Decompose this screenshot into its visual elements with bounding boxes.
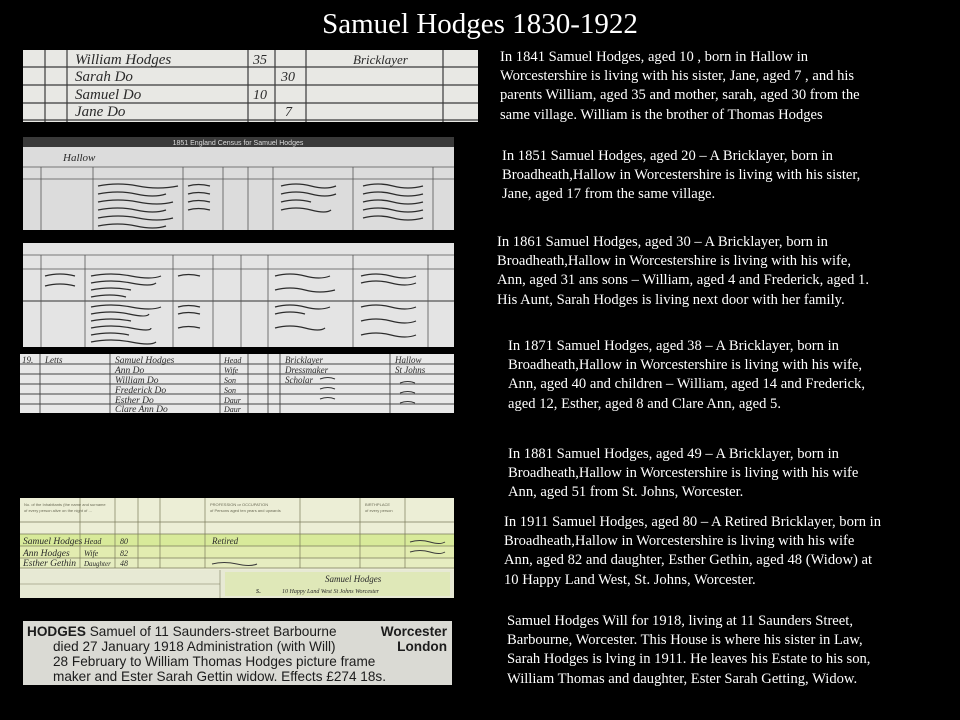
- census-1851-parish: Hallow: [63, 152, 96, 164]
- probate-line-3: 28 February to William Thomas Hodges picture frame: [53, 654, 376, 669]
- census-1911-rel-3: Daughter: [84, 560, 111, 568]
- census-1841-name-4: Jane Do: [75, 104, 126, 120]
- probate-entry: [23, 621, 452, 685]
- census-1911-rel-1: Head: [84, 537, 102, 546]
- census-1841-occ-1: Bricklayer: [353, 52, 408, 67]
- probate-line-2: died 27 January 1918 Administration (with Will): [53, 639, 336, 654]
- census-1911-address: 10 Happy Land West St Johns Worcester: [282, 589, 379, 595]
- census-1871-occ-1: Bricklayer: [285, 355, 323, 365]
- census-1871-row-1: Samuel Hodges: [115, 356, 175, 366]
- census-1871-row-5: Esther Do: [115, 396, 154, 406]
- svg-text:BIRTHPLACE: BIRTHPLACE: [365, 502, 391, 507]
- census-1871-row-3: William Do: [115, 376, 159, 386]
- paragraph-1871: In 1871 Samuel Hodges, aged 38 – A Bricklayer, born in Broadheath,Hallow in Worcestershire is living with his wife, Ann, aged 40 and children – William, aged 14 and Frederick, aged 12, Esther, aged 8 and Clare Ann, aged 5.: [508, 338, 865, 412]
- probate-surname: HODGES: [27, 624, 86, 639]
- census-1871-rel-1: Head: [224, 356, 242, 365]
- census-1871-occ-2: Dressmaker: [285, 365, 329, 375]
- census-1851-image: [23, 137, 454, 230]
- census-1871-rel-2: Wife: [224, 366, 239, 375]
- census-1911-occ-1: Retired: [212, 536, 239, 546]
- census-1841-age-3: 10: [253, 88, 267, 103]
- census-1841-age-1: 35: [253, 53, 267, 68]
- census-1911-image: [20, 498, 454, 598]
- svg-text:Letts: Letts: [45, 355, 63, 365]
- census-1841-name-3: Samuel Do: [75, 87, 142, 103]
- census-1871-where-2: St Johns: [395, 365, 426, 375]
- census-1871-row-6: Clare Ann Do: [115, 405, 168, 413]
- probate-line-4: maker and Ester Sarah Gettin widow. Effects £274 18s.: [53, 669, 386, 684]
- svg-text:of Persons aged ten years and: of Persons aged ten years and upwards: [210, 508, 281, 513]
- paragraph-will-1918: Samuel Hodges Will for 1918, living at 11 Saunders Street, Barbourne, Worcester. This House is where his sister in Law, Sarah Hodges is lving in 1911. He leaves his Estate to his son, William Thomas and daughter, Ester Sarah Getting, Widow.: [507, 613, 871, 687]
- census-1841-image: [23, 50, 478, 122]
- probate-line-1: Samuel of 11 Saunders-street Barbourne: [89, 624, 337, 639]
- census-1871-rel-4: Son: [224, 386, 236, 395]
- census-1851-header: 1851 England Census for Samuel Hodges: [172, 140, 304, 147]
- census-1871-occ-3: Scholar: [285, 375, 313, 385]
- census-1871-rel-3: Son: [224, 376, 236, 385]
- svg-text:s.: s.: [256, 586, 262, 595]
- census-1841-age-4: 7: [285, 105, 292, 120]
- census-1911-rel-2: Wife: [84, 549, 99, 558]
- paragraph-1851: In 1851 Samuel Hodges, aged 20 – A Bricklayer, born in Broadheath,Hallow in Worcestershire is living with his sister, Jane, aged 17 from the same village.: [502, 148, 861, 203]
- census-1911-row-1: Samuel Hodges: [23, 537, 83, 547]
- census-1841-name-2: Sarah Do: [75, 69, 133, 85]
- census-1871-row-2: Ann Do: [115, 366, 145, 376]
- census-1841-age-2: 30: [281, 70, 295, 85]
- svg-text:of every person: of every person: [365, 508, 393, 513]
- census-1841-name-1: William Hodges: [75, 52, 172, 68]
- paragraph-1911: In 1911 Samuel Hodges, aged 80 – A Retired Bricklayer, born in Broadheath,Hallow in Worcestershire is living with his wife Ann, aged 82 and daughter, Esther Gethin, aged 48 (Widow) at 10 Happy Land West, St. Johns, Worcester.: [504, 514, 882, 588]
- census-1911-row-3: Esther Gethin: [23, 559, 77, 569]
- census-1871-image: [20, 354, 454, 413]
- probate-line-2-right: London: [397, 639, 447, 654]
- probate-line-1-right: Worcester: [380, 624, 447, 639]
- census-1911-row-2: Ann Hodges: [23, 549, 70, 559]
- paragraph-1881: In 1881 Samuel Hodges, aged 49 – A Bricklayer, born in Broadheath,Hallow in Worcestershire is living with his wife Ann, aged 51 from St. Johns, Worcester.: [508, 446, 859, 501]
- census-1871-where-1: Hallow: [395, 355, 422, 365]
- census-1861-image: [23, 243, 454, 347]
- census-1871-rel-5: Daur: [224, 396, 241, 405]
- svg-text:No. of the Inhabitants (the na: No. of the Inhabitants (the name and surname: [24, 502, 106, 507]
- census-1911-signature: Samuel Hodges: [325, 574, 382, 584]
- census-1871-rel-6: Daur: [224, 405, 241, 413]
- paragraph-1861: In 1861 Samuel Hodges, aged 30 – A Bricklayer, born in Broadheath,Hallow in Worcestershire is living with his wife, Ann, aged 31 ans sons – William, aged 4 and Frederick, aged 1. His Aunt, Sarah Hodges is living next door with her family.: [497, 234, 870, 308]
- svg-text:PROFESSION or OCCUPATION: PROFESSION or OCCUPATION: [210, 502, 269, 507]
- census-1911-age-2: 82: [120, 549, 128, 558]
- census-1911-age-3: 48: [120, 559, 128, 568]
- page-title: Samuel Hodges 1830-1922: [322, 8, 638, 40]
- paragraph-1841: In 1841 Samuel Hodges, aged 10 , born in Hallow in Worcestershire is living with his sister, Jane, aged 7 , and his parents William, aged 35 and mother, sarah, aged 30 from the same village. William is the brother of Thomas Hodges: [500, 49, 860, 123]
- svg-text:19.: 19.: [22, 355, 34, 365]
- census-1911-age-1: 80: [120, 537, 128, 546]
- svg-text:of every person alive on the n: of every person alive on the night of ...: [24, 508, 92, 513]
- census-1871-row-4: Frederick Do: [115, 386, 167, 396]
